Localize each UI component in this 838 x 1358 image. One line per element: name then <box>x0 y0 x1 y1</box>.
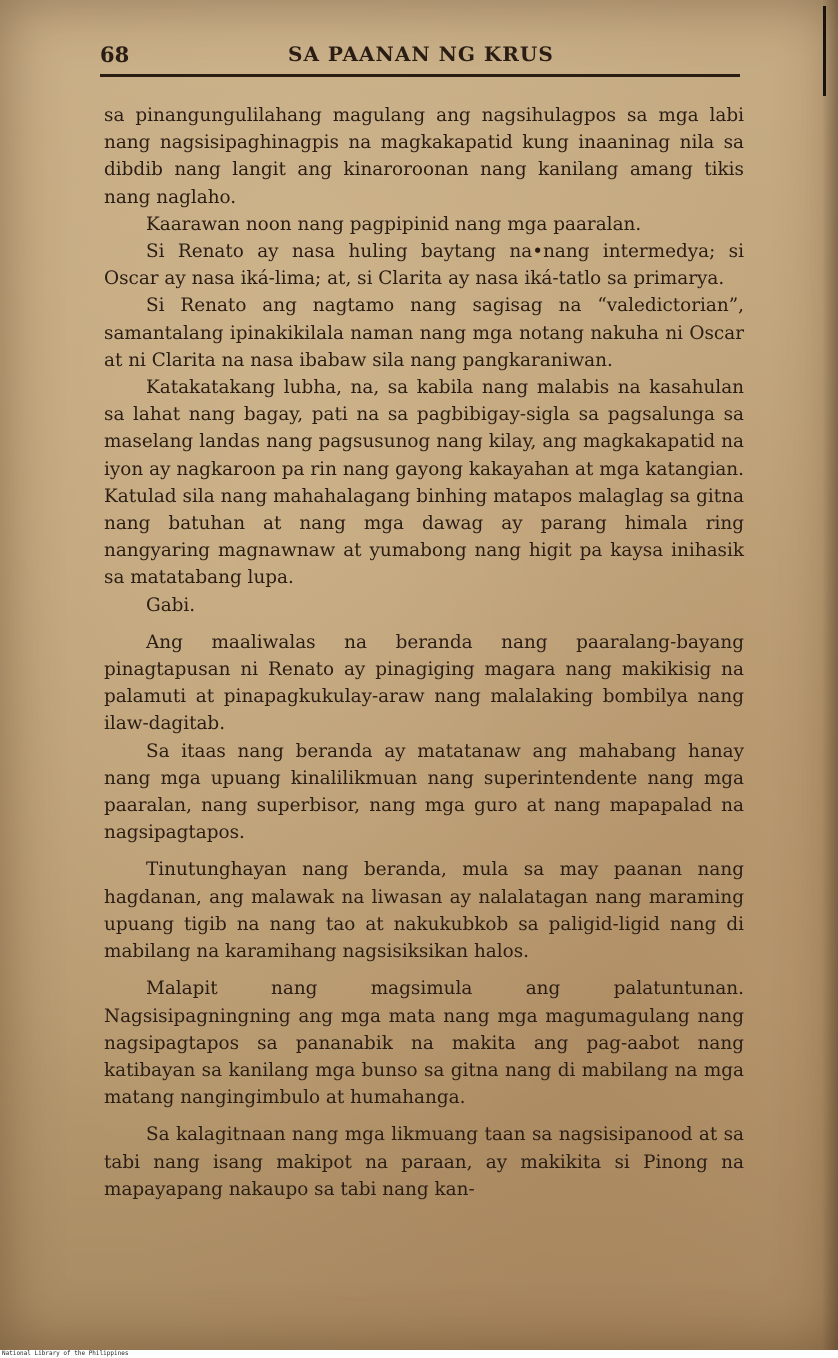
page-header <box>100 40 740 74</box>
paragraph: Si Renato ang nagtamo nang sagisag na “valedictorian”, samantalang ipinakikilala naman nang mga notang nakuha ni Oscar at ni Clarita na nasa ibabaw sila nang pangkaraniwan. <box>104 295 744 371</box>
paragraph-short: Gabi. <box>146 594 196 616</box>
paragraph: Kaarawan noon nang pagpipinid nang mga paaralan. <box>146 213 642 235</box>
paragraph: Tinutunghayan nang beranda, mula sa may paanan nang hagdanan, ang malawak na liwasan ay nalalatagan nang maraming upuang tigib na nang tao at nakukubkob sa paligid-ligid nang di mabilang na karamihang nagsisiksikan halos. <box>104 859 744 963</box>
paragraph: Ang maaliwalas na beranda nang paaralang-bayang pinagtapusan ni Renato ay pinagiging magara nang makikisig na palamuti at pinapagkukulay-araw nang malalaking bombilya nang ilaw-dagitab. <box>104 631 744 735</box>
paragraph: Sa itaas nang beranda ay matatanaw ang mahabang hanay nang mga upuang kinalilikmuan nang superintendente nang mga paaralan, nang superbisor, nang mga guro at nang mapapalad na nagsipagtapos. <box>104 740 744 844</box>
paragraph: Si Renato ay nasa huling baytang na•nang intermedya; si Oscar ay nasa iká-lima; at, si Clarita ay nasa iká-tatlo sa primarya. <box>104 241 744 290</box>
paragraph-last: Sa kalagitnaan nang mga likmuang taan sa nagsisipanood at sa tabi nang isang makipot na paraan, ay makikita si Pinong na mapayapang nakaupo sa tabi nang kan- <box>104 1124 744 1200</box>
corner-ink-mark <box>823 6 826 96</box>
paragraph: Malapit nang magsimula ang palatuntunan. Nagsisipagningning ang mga mata nang mga magumagulang nang nagsipagtapos sa pananabik na makita ang pag-aabot nang katibayan sa kanilang mga bunso sa gitna nang di mabilang na mga matang nangingimbulo at humahanga. <box>104 978 744 1109</box>
library-credit: National Library of the Philippines <box>2 1350 129 1357</box>
paragraph-continuation: sa pinangungulilahang magulang ang nagsihulagpos sa mga labi nang nagsisipaghinagpis na magkakapatid kung inaaninag nila sa dibdib nang langit ang kinaroroonan nang kanilang amang tikis nang naglaho. <box>104 105 744 208</box>
header-rule <box>100 74 740 77</box>
running-title: SA PAANAN NG KRUS <box>288 42 554 66</box>
page-spine-shadow <box>822 0 838 1350</box>
paragraph: Katakatakang lubha, na, sa kabila nang malabis na kasahulan sa lahat nang bagay, pati na sa pagbibigay-sigla sa pagsalunga sa maselang landas nang pagsusunog nang kilay, ang magkakapatid na iyon ay nagkaroon pa rin nang gayong kakayahan at mga katangian. Katulad sila nang mahahalagang binhing matapos malaglag sa gitna nang batuhan at nang mga dawag ay parang himala ring nangyaring magnawnaw at yumabong nang higit pa kaysa inihasik sa matatabang lupa. <box>104 377 744 589</box>
page-number: 68 <box>100 42 130 67</box>
scan-footer <box>0 1350 838 1358</box>
body-text <box>104 102 744 1203</box>
